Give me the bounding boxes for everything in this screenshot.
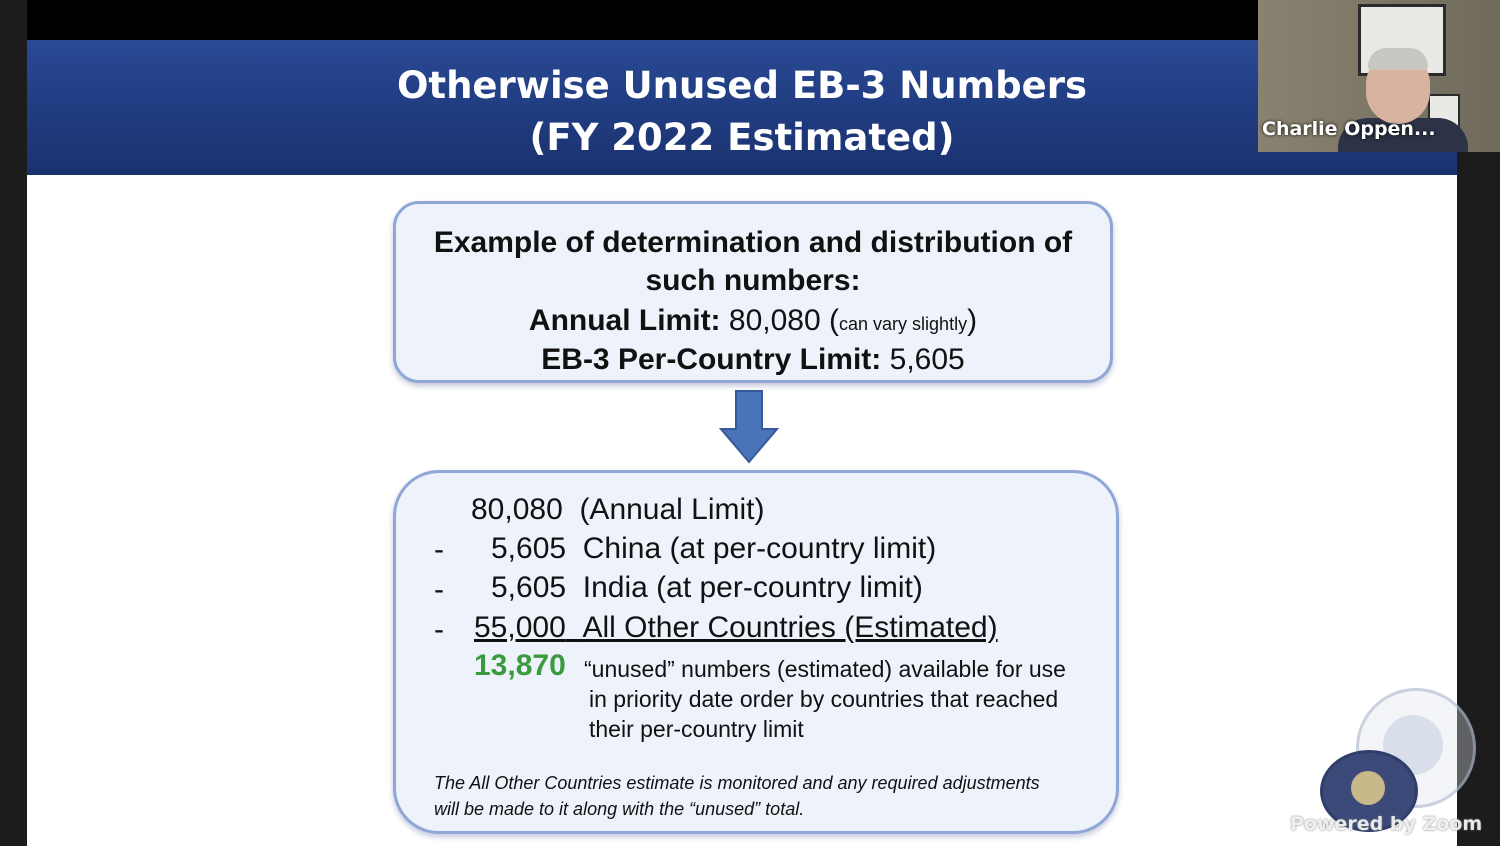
example-heading-line1: Example of determination and distribution of [433, 226, 1073, 259]
slide-top-bar [27, 0, 1457, 40]
shared-slide [27, 0, 1457, 846]
per-country-limit-line [396, 343, 1110, 377]
minus-sign: - [434, 613, 444, 646]
annual-limit-label: Annual Limit: [528, 304, 721, 337]
annual-limit-paren-close: ) [967, 304, 978, 337]
calc-row-label: All Other Countries (Estimated) [582, 611, 998, 644]
minus-sign: - [434, 533, 444, 566]
annual-limit-value: 80,080 [728, 304, 821, 337]
calculation-box [393, 470, 1119, 834]
calc-row-value: 55,000 [474, 611, 566, 644]
slide-title-line2: (FY 2022 Estimated) [529, 116, 955, 159]
example-box [393, 201, 1113, 383]
unused-total-value: 13,870 [474, 649, 566, 682]
unused-description-line1: “unused” numbers (estimated) available for use [584, 656, 1066, 682]
calc-row-label: China (at per-country limit) [582, 532, 937, 565]
per-country-limit-value: 5,605 [889, 343, 965, 376]
zoom-watermark: Powered by Zoom [1290, 813, 1483, 835]
example-heading-line2: such numbers: [645, 264, 861, 297]
annual-limit-paren-open: ( [829, 304, 840, 337]
minus-sign: - [434, 573, 444, 606]
adjustment-note-line2: will be made to it along with the “unused” total. [434, 799, 805, 819]
calc-row-value: 80,080 [471, 493, 563, 526]
participant-hair [1368, 48, 1428, 70]
calc-row-china [491, 532, 936, 566]
unused-description-line2: in priority date order by countries that reached [589, 686, 1059, 712]
adjustment-note [434, 770, 1040, 822]
calc-row-other [474, 611, 998, 645]
annual-limit-note: can vary slightly [839, 314, 968, 334]
per-country-limit-label: EB-3 Per-Country Limit: [541, 343, 882, 376]
calc-row-label: India (at per-country limit) [582, 571, 923, 604]
slide-title-line1: Otherwise Unused EB-3 Numbers [396, 64, 1088, 107]
calc-row-value: 5,605 [491, 532, 567, 565]
calc-row-label: (Annual Limit) [579, 493, 765, 526]
calc-row-annual [471, 493, 765, 527]
down-arrow-icon [719, 389, 779, 465]
calc-row-india [491, 571, 923, 605]
unused-description-line3: their per-country limit [589, 716, 804, 742]
adjustment-note-line1: The All Other Countries estimate is monitored and any required adjustments [434, 773, 1040, 793]
calc-row-value: 5,605 [491, 571, 567, 604]
annual-limit-line [396, 304, 1110, 338]
participant-name-label: Charlie Oppen... [1262, 118, 1436, 140]
unused-description [584, 654, 1066, 744]
